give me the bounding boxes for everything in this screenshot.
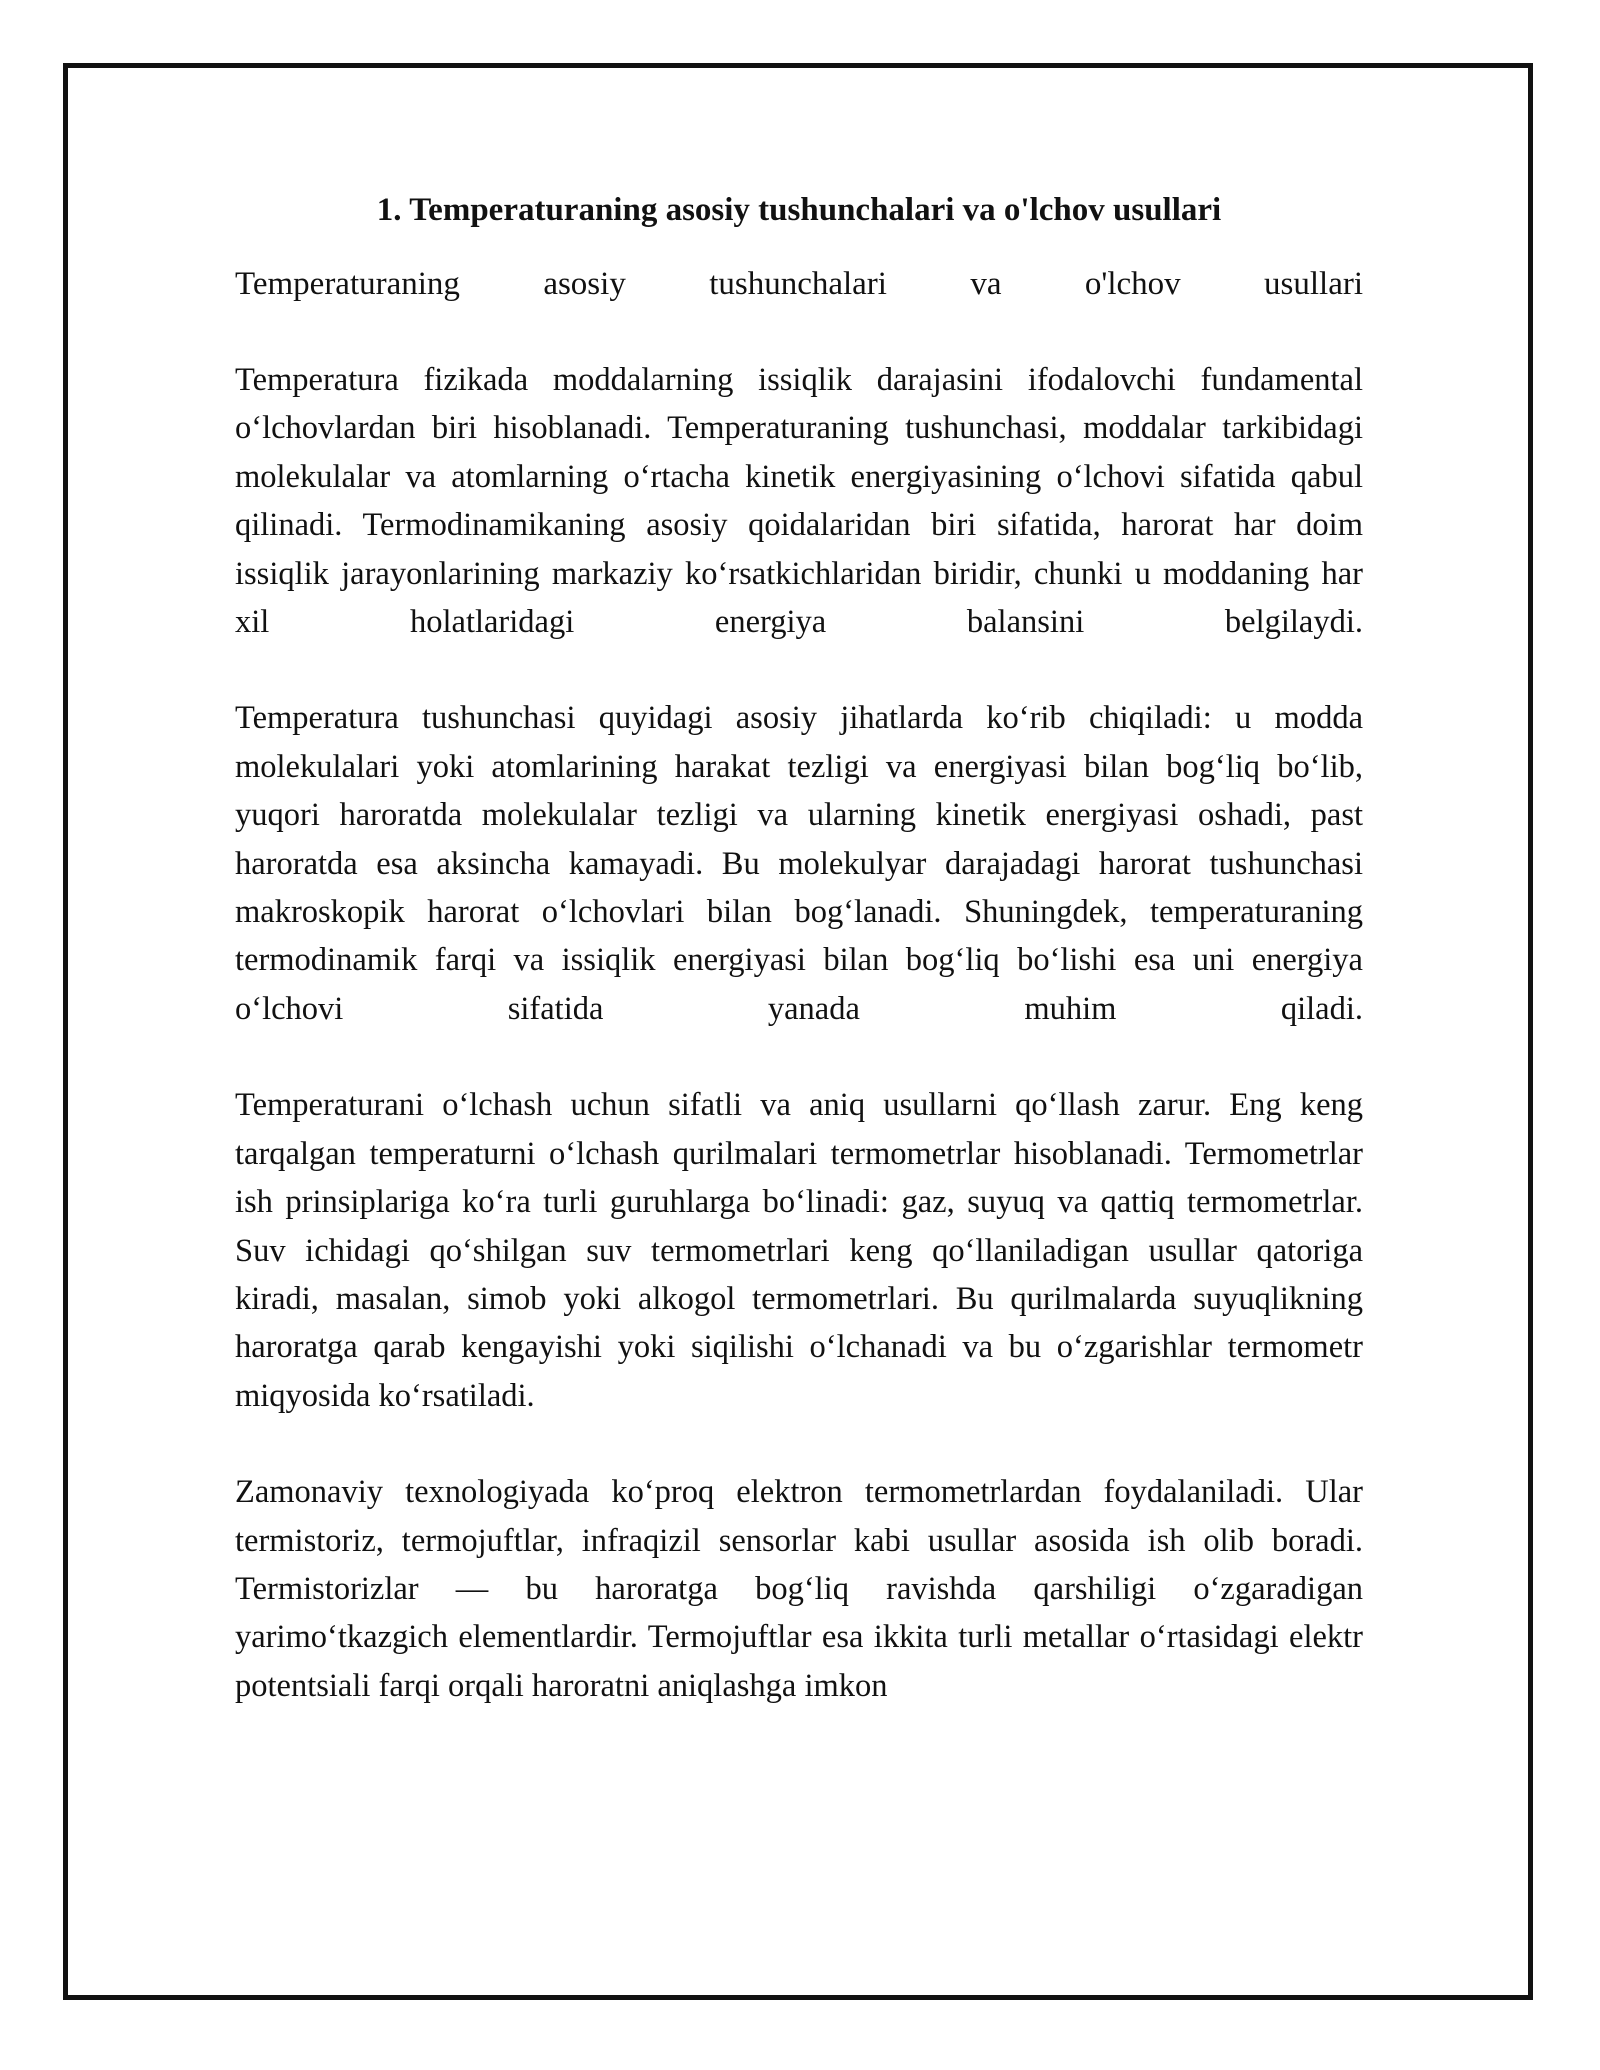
subtitle-word: o'lchov xyxy=(1084,266,1181,302)
subtitle-word: Temperaturaning xyxy=(235,266,460,302)
document-title: 1. Temperaturaning asosiy tushunchalari va o'lchov usullari xyxy=(376,192,1222,228)
section-subtitle xyxy=(235,260,1363,308)
paragraph: Temperatura tushunchasi quyidagi asosiy jihatlarda koʻrib chiqiladi: u modda molekulalari yoki atomlarining harakat tezligi va energiyasi bilan bogʻliq boʻlib, yuqori haroratda molekulalar tezligi va ularning kinetik energiyasi oshadi, past haroratda esa aksincha kamayadi. Bu molekulyar darajadagi harorat tushunchasi makroskopik harorat oʻlchovlari bilan bogʻlanadi. Shuningdek, temperaturaning termodinamik farqi va issiqlik energiyasi bilan bogʻliq boʻlishi esa uni energiya oʻlchovi sifatida yanada muhim qiladi. xyxy=(235,700,1363,1027)
subtitle-word: asosiy xyxy=(543,266,626,302)
subtitle-word: tushunchalari xyxy=(709,266,887,302)
paragraph: Temperaturani oʻlchash uchun sifatli va aniq usullarni qoʻllash zarur. Eng keng tarqalgan temperaturni oʻlchash qurilmalari termometrlar hisoblanadi. Termometrlar ish prinsiplariga koʻra turli guruhlarga boʻlinadi: gaz, suyuq va qattiq termometrlar. Suv ichidagi qoʻshilgan suv termometrlari keng qoʻllaniladigan usullar qatoriga kiradi, masalan, simob yoki alkogol termometrlari. Bu qurilmalarda suyuqlikning haroratga qarab kengayishi yoki siqilishi oʻlchanadi va bu oʻzgarishlar termometr miqyosida koʻrsatiladi. xyxy=(235,1087,1363,1414)
subtitle-word: va xyxy=(970,266,1002,302)
paragraph: Temperatura fizikada moddalarning issiqlik darajasini ifodalovchi fundamental oʻlchovlardan biri hisoblanadi. Temperaturaning tushunchasi, moddalar tarkibidagi molekulalar va atomlarning oʻrtacha kinetik energiyasining oʻlchovi sifatida qabul qilinadi. Termodinamikaning asosiy qoidalaridan biri sifatida, harorat har doim issiqlik jarayonlarining markaziy koʻrsatkichlaridan biridir, chunki u moddaning har xil holatlaridagi energiya balansini belgilaydi. xyxy=(235,362,1363,641)
subtitle-word: usullari xyxy=(1264,266,1363,302)
document-body xyxy=(235,185,1363,1758)
paragraph: Zamonaviy texnologiyada koʻproq elektron termometrlardan foydalaniladi. Ular termistoriz, termojuftlar, infraqizil sensorlar kabi usullar asosida ish olib boradi. Termistorizlar — bu haroratga bogʻliq ravishda qarshiligi oʻzgaradigan yarimoʻtkazgich elementlardir. Termojuftlar esa ikkita turli metallar oʻrtasidagi elektr potentsiali farqi orqali haroratni aniqlashga imkon xyxy=(235,1474,1363,1704)
